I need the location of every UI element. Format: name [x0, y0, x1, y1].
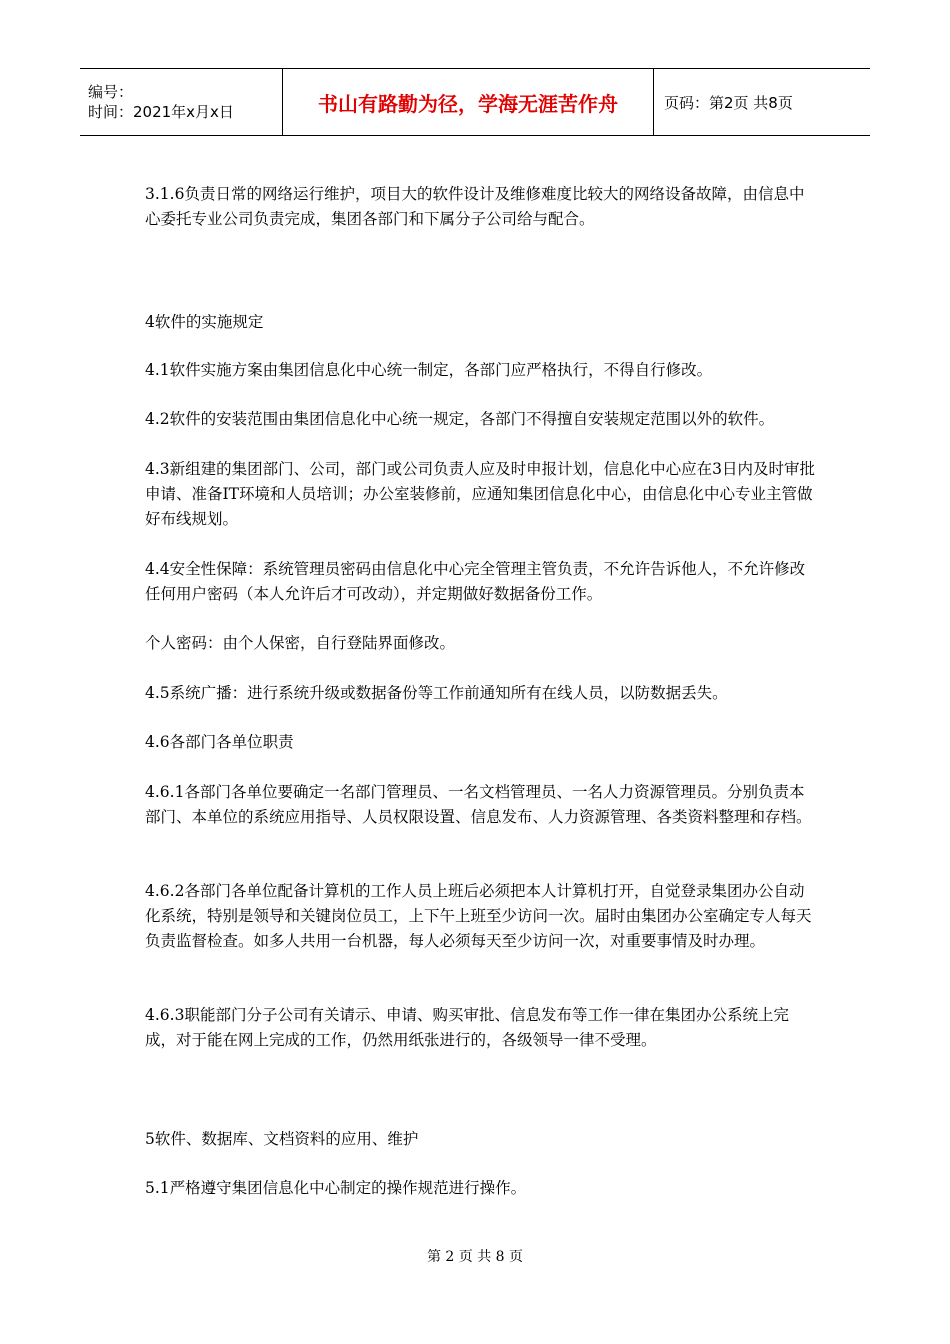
document-number: 编号：	[88, 83, 134, 101]
header-page-number: 页码：第2页 共8页	[664, 93, 793, 112]
paragraph-4-1: 4.1软件实施方案由集团信息化中心统一制定，各部门应严格执行，不得自行修改。	[145, 361, 713, 379]
paragraph-4-5: 4.5系统广播：进行系统升级或数据备份等工作前通知所有在线人员，以防数据丢失。	[145, 684, 728, 702]
page-footer: 第 2 页 共 8 页	[426, 1249, 524, 1265]
header-motto: 书山有路勤为径，学海无涯苦作舟	[318, 91, 618, 116]
section-heading-4: 4软件的实施规定	[145, 313, 264, 331]
document-date: 时间：2021年x月x日	[88, 103, 234, 121]
paragraph-4-6-1: 4.6.1各部门各单位要确定一名部门管理员、一名文档管理员、一名人力资源管理员。分别负责本部门、本单位的系统应用指导、人员权限设置、信息发布、人力资源管理、各类资料整理和存档。	[145, 783, 812, 826]
paragraph-4-6-2: 4.6.2各部门各单位配备计算机的工作人员上班后必须把本人计算机打开，自觉登录集团办公自动化系统，特别是领导和关键岗位员工，上下午上班至少访问一次。届时由集团办公室确定专人每天负责监督检查。如多人共用一台机器，每人必须每天至少访问一次，对重要事情及时办理。	[145, 882, 812, 950]
paragraph-3-1-6: 3.1.6负责日常的网络运行维护，项目大的软件设计及维修难度比较大的网络设备故障，由信息中心委托专业公司负责完成，集团各部门和下属分子公司给与配合。	[145, 185, 805, 228]
paragraph-4-4: 4.4安全性保障：系统管理员密码由信息化中心完全管理主管负责，不允许告诉他人，不允许修改任何用户密码（本人允许后才可改动），并定期做好数据备份工作。	[145, 560, 806, 603]
section-heading-5: 5软件、数据库、文档资料的应用、维护	[145, 1130, 419, 1148]
paragraph-5-1: 5.1严格遵守集团信息化中心制定的操作规范进行操作。	[145, 1179, 527, 1197]
paragraph-4-2: 4.2软件的安装范围由集团信息化中心统一规定，各部门不得擅自安装规定范围以外的软件。	[145, 410, 775, 428]
paragraph-personal-password: 个人密码：由个人保密，自行登陆界面修改。	[145, 634, 456, 652]
header-meta	[80, 69, 283, 135]
page-header	[80, 68, 870, 136]
paragraph-4-3: 4.3新组建的集团部门、公司，部门或公司负责人应及时申报计划，信息化中心应在3日内及时审批申请、准备IT环境和人员培训；办公室装修前，应通知集团信息化中心，由信息化中心专业主管做好布线规划。	[145, 460, 816, 528]
paragraph-4-6: 4.6各部门各单位职责	[145, 733, 294, 751]
header-page-cell	[654, 69, 870, 135]
header-motto-cell	[283, 69, 654, 135]
paragraph-4-6-3: 4.6.3职能部门分子公司有关请示、申请、购买审批、信息发布等工作一律在集团办公系统上完成，对于能在网上完成的工作，仍然用纸张进行的，各级领导一律不受理。	[145, 1006, 789, 1049]
